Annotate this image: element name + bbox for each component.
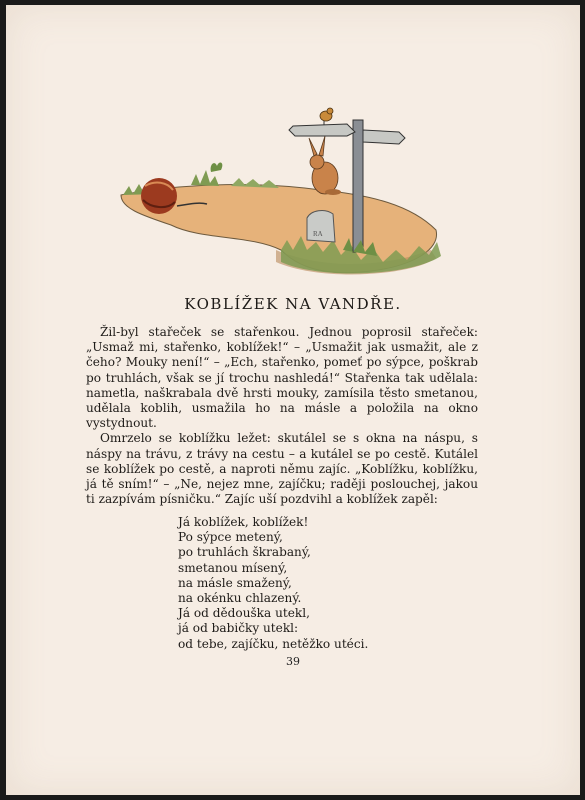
story-text [86, 325, 478, 507]
verse-line: na okénku chlazený. [178, 591, 302, 606]
rolling-kolobok-hare-signpost-icon [111, 100, 451, 285]
paragraph: Žil-byl stařeček se stařenkou. Jednou poprosil stařeček: „Usmaž mi, stařenko, koblížek!“ – „Usmažit jak usmažit, ale z čeho? Mouky není!“ – „Ech, stařenko, pomeť po sýpce, poškrab po truhlách, však se jí trochu nashledá!“ Stařenka tak udělala: nametla, naškrabala dvě hrsti mouky, zamísila těsto smetanou, udělala koblih, usmažila ho na másle a položila na okno vystydnout. [86, 325, 478, 431]
chapter-title: KOBLÍŽEK NA VANDŘE. [184, 295, 402, 313]
book-page [6, 5, 580, 795]
verse-line: Po sýpce metený, [178, 530, 283, 545]
verse-line: já od babičky utekl: [178, 621, 299, 636]
verse-line: smetanou mísený, [178, 560, 288, 575]
verse-line: Já koblížek, koblížek! [178, 515, 309, 529]
svg-text:RA: RA [313, 230, 323, 238]
verse-line: po truhlách škrabaný, [178, 545, 311, 560]
verse-line: Já od dědouška utekl, [178, 606, 310, 621]
paragraph: Omrzelo se koblížku ležet: skutálel se s okna na náspu, s náspy na trávu, z trávy na cestu – a kutálel se po cestě. Kutálel se koblížek po cestě, a naproti němu zajíc. „Koblížku, koblížku, já tě sním!“ – „Ne, nejez mne, zajíčku; raději poslouchej, jakou ti zazpívám písničku.“ Zajíc uší pozdvihl a koblížek zapěl: [86, 431, 478, 507]
verse-line: na másle smažený, [178, 575, 292, 590]
song-verse [178, 515, 478, 652]
verse-line: od tebe, zajíčku, netěžko utéci. [178, 636, 369, 651]
page-number: 39 [286, 655, 300, 668]
